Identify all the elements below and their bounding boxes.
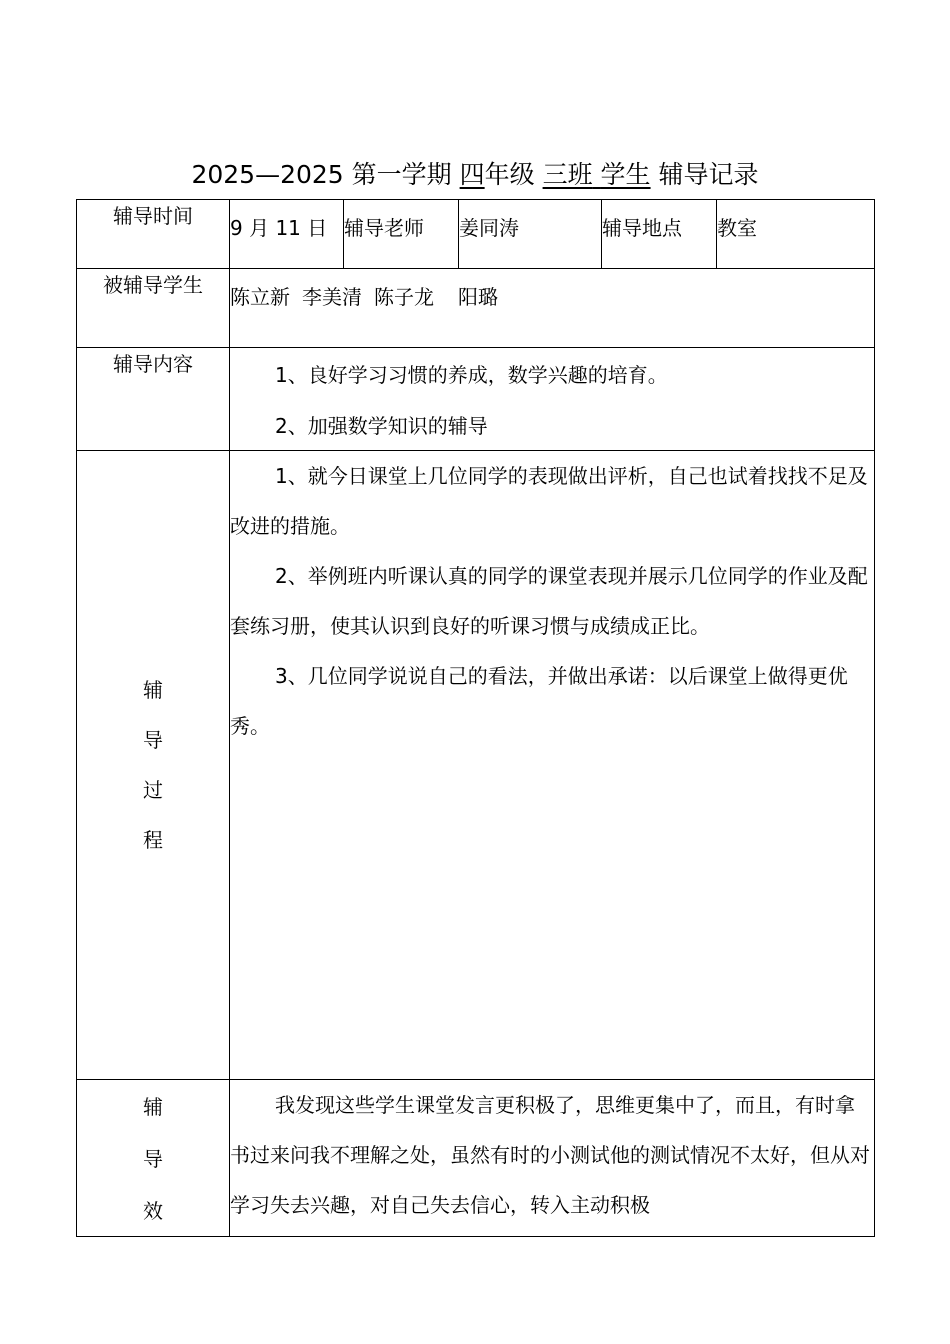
title-prefix: 2025—2025 第一学期	[191, 160, 460, 189]
effect-label-char: 效	[143, 1199, 163, 1223]
teacher-value: 姜同涛	[459, 200, 602, 269]
title-student: 学生	[600, 160, 651, 189]
table-row-students	[77, 269, 875, 348]
content-item: 1、良好学习习惯的养成，数学兴趣的培育。	[275, 363, 668, 387]
process-label-char: 辅	[143, 678, 163, 702]
process-paragraph: 1、就今日课堂上几位同学的表现做出评析，自己也试着找找不足及改进的措施。	[230, 464, 868, 538]
effect-paragraph: 我发现这些学生课堂发言更积极了，思维更集中了，而且，有时拿书过来问我不理解之处，虽然有时的小测试他的测试情况不太好，但从对学习失去兴趣，对自己失去信心，转入主动积极	[230, 1093, 870, 1217]
student-name: 陈立新	[230, 285, 290, 309]
table-row-time	[77, 200, 875, 269]
process-paragraph: 2、举例班内听课认真的同学的课堂表现并展示几位同学的作业及配套练习册，使其认识到良好的听课习惯与成绩成正比。	[230, 564, 868, 638]
record-table	[76, 199, 875, 1237]
content-cell	[230, 348, 875, 451]
time-value: 9 月 11 日	[230, 200, 344, 269]
time-label: 辅导时间	[77, 200, 230, 269]
students-label: 被辅导学生	[77, 269, 230, 348]
effect-label-char: 辅	[143, 1095, 163, 1119]
process-cell	[230, 451, 875, 1080]
process-paragraph: 3、几位同学说说自己的看法，并做出承诺：以后课堂上做得更优秀。	[230, 664, 848, 738]
effect-cell	[230, 1080, 875, 1237]
title-grade-suffix: 年级	[484, 160, 543, 189]
process-label	[77, 451, 230, 1080]
place-value: 教室	[717, 200, 875, 269]
title-suffix: 辅导记录	[650, 160, 759, 189]
table-row-content	[77, 348, 875, 451]
student-name: 陈子龙	[374, 285, 434, 309]
title-space	[593, 160, 601, 189]
place-label: 辅导地点	[602, 200, 717, 269]
table-row-process	[77, 451, 875, 1080]
process-label-char: 过	[143, 778, 163, 802]
table-row-effect	[77, 1080, 875, 1237]
student-name: 李美清	[302, 285, 362, 309]
process-label-char: 程	[143, 828, 163, 852]
effect-label-char: 导	[143, 1147, 163, 1171]
student-name: 阳璐	[458, 285, 498, 309]
content-item: 2、加强数学知识的辅导	[275, 414, 488, 438]
content-label: 辅导内容	[77, 348, 230, 451]
title-grade: 四	[459, 160, 485, 189]
teacher-label: 辅导老师	[344, 200, 459, 269]
effect-label	[77, 1080, 230, 1237]
students-list	[230, 269, 875, 348]
title-class: 三班	[542, 160, 593, 189]
page-title	[0, 158, 950, 192]
process-label-char: 导	[143, 728, 163, 752]
